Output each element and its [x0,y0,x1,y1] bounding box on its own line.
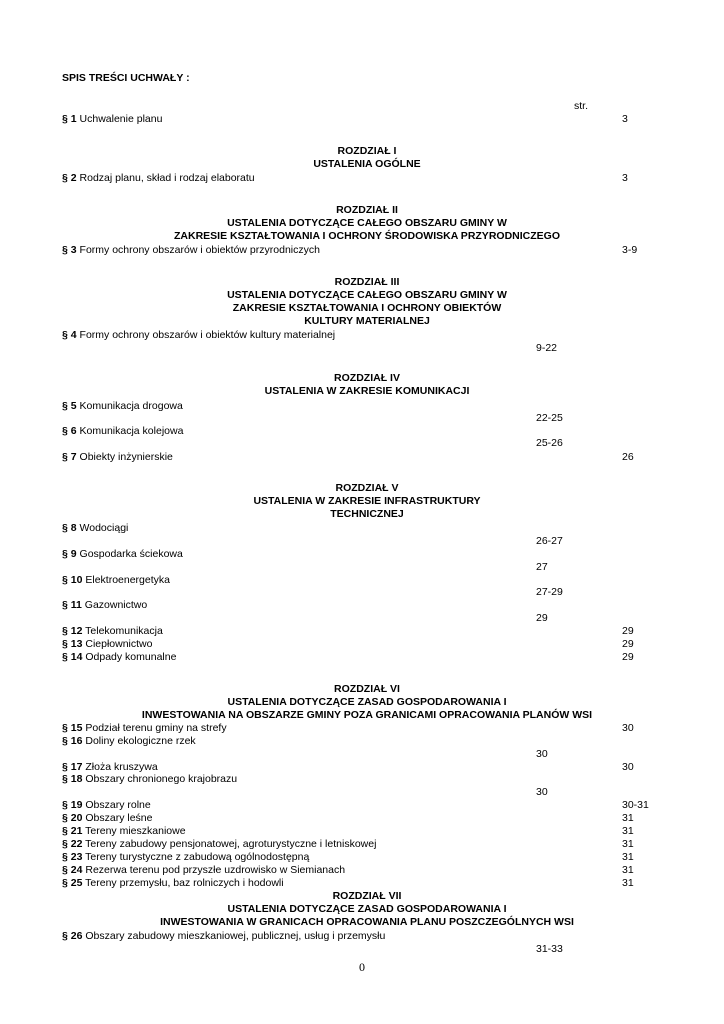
toc-entry [62,877,284,890]
chapter-heading-line: USTALENIA W ZAKRESIE KOMUNIKACJI [264,385,470,397]
chapter-heading-line: INWESTOWANIA W GRANICACH OPRACOWANIA PLANU POSZCZEGÓLNYCH WSI [160,916,574,928]
chapter-heading: ROZDZIAŁ IV [334,372,400,384]
entry-text: Formy ochrony obszarów i obiektów kultury materialnej [79,329,336,341]
entry-page: 31 [622,864,634,876]
entry-page: 29 [622,638,634,650]
entry-number: § 17 [62,761,83,773]
entry-text: Uchwalenie planu [79,113,163,125]
chapter-heading: ROZDZIAŁ I [337,145,397,157]
toc-entry [62,651,176,664]
chapter-heading-line: USTALENIA W ZAKRESIE INFRASTRUKTURY [253,495,481,507]
toc-entry [62,930,385,943]
entry-page: 3 [622,113,628,125]
entry-text: Tereny mieszkaniowe [85,825,186,837]
entry-text: Gazownictwo [84,599,148,611]
entry-text: Odpady komunalne [85,651,177,663]
entry-number: § 24 [62,864,83,876]
entry-page: 31 [622,838,634,850]
toc-entry [62,548,183,561]
entry-page: 30 [536,786,548,798]
entry-text: Komunikacja kolejowa [79,425,184,437]
chapter-heading-line: USTALENIA DOTYCZĄCE CAŁEGO OBSZARU GMINY W [227,217,507,229]
entry-number: § 3 [62,244,77,256]
entry-page: 29 [622,651,634,663]
chapter-heading: ROZDZIAŁ V [335,482,399,494]
toc-entry [62,735,196,748]
entry-page: 9-22 [536,342,558,354]
toc-entry [62,522,128,535]
entry-number: § 10 [62,574,83,586]
entry-number: § 16 [62,735,83,747]
chapter-heading-line: USTALENIA DOTYCZĄCE CAŁEGO OBSZARU GMINY W [227,289,507,301]
entry-text: Komunikacja drogowa [79,400,183,412]
toc-entry [62,851,309,864]
toc-entry [62,329,335,342]
chapter-heading-line: INWESTOWANIA NA OBSZARZE GMINY POZA GRANICAMI OPRACOWANIA PLANÓW WSI [141,709,593,721]
chapter-heading-line: KULTURY MATERIALNEJ [304,315,430,327]
entry-text: Ciepłownictwo [85,638,153,650]
entry-text: Obszary rolne [85,799,151,811]
entry-text: Wodociągi [79,522,129,534]
entry-text: Podział terenu gminy na strefy [85,722,227,734]
entry-number: § 6 [62,425,77,437]
entry-page: 29 [536,612,548,624]
toc-entry [62,825,186,838]
entry-text: Obszary zabudowy mieszkaniowej, publicznej, usług i przemysłu [85,930,386,942]
entry-text: Obszary leśne [85,812,153,824]
entry-number: § 25 [62,877,83,889]
entry-number: § 13 [62,638,83,650]
entry-number: § 2 [62,172,77,184]
entry-page: 29 [622,625,634,637]
entry-number: § 19 [62,799,83,811]
entry-page: 30 [622,722,634,734]
entry-number: § 14 [62,651,83,663]
entry-number: § 1 [62,113,77,125]
entry-text: Obiekty inżynierskie [79,451,173,463]
entry-page: 26-27 [536,535,563,547]
entry-text: Złoża kruszywa [85,761,158,773]
chapter-heading: ROZDZIAŁ VII [332,890,402,902]
entry-number: § 4 [62,329,77,341]
str-label: str. [574,100,589,112]
entry-page: 27 [536,561,548,573]
entry-text: Rodzaj planu, skład i rodzaj elaboratu [79,172,255,184]
entry-page: 30 [622,761,634,773]
entry-text: Formy ochrony obszarów i obiektów przyrodniczych [79,244,320,256]
entry-page: 3 [622,172,628,184]
entry-number: § 21 [62,825,83,837]
entry-text: Obszary chronionego krajobrazu [85,773,238,785]
toc-entry [62,812,152,825]
entry-text: Rezerwa terenu pod przyszłe uzdrowisko w Siemianach [85,864,346,876]
entry-page: 31 [622,825,634,837]
entry-text: Telekomunikacja [85,625,163,637]
chapter-heading-line: ZAKRESIE KSZTAŁTOWANIA I OCHRONY ŚRODOWISKA PRZYRODNICZEGO [174,230,560,242]
entry-number: § 18 [62,773,83,785]
entry-page: 26 [622,451,634,463]
entry-page: 31 [622,851,634,863]
toc-entry [62,638,152,651]
entry-number: § 7 [62,451,77,463]
entry-page: 31-33 [536,943,563,955]
entry-number: § 12 [62,625,83,637]
entry-page: 30 [536,748,548,760]
entry-page: 3-9 [622,244,638,256]
entry-number: § 20 [62,812,83,824]
toc-entry [62,400,183,413]
entry-page: 27-29 [536,586,563,598]
entry-text: Elektroenergetyka [85,574,170,586]
entry-page: 22-25 [536,412,563,424]
entry-number: § 5 [62,400,77,412]
entry-text: Doliny ekologiczne rzek [85,735,196,747]
chapter-heading: ROZDZIAŁ II [336,204,398,216]
entry-page: 31 [622,877,634,889]
toc-entry [62,773,237,786]
chapter-heading-line: TECHNICZNEJ [330,508,404,520]
entry-text: Tereny przemysłu, baz rolniczych i hodowli [85,877,284,889]
page-number: 0 [359,960,365,974]
entry-number: § 11 [62,599,82,611]
toc-entry [62,799,151,812]
entry-page: 30-31 [622,799,649,811]
toc-entry [62,864,345,877]
entry-page: 25-26 [536,437,563,449]
entry-number: § 26 [62,930,83,942]
toc-entry [62,172,255,185]
toc-entry [62,599,147,612]
chapter-heading-line: ZAKRESIE KSZTAŁTOWANIA I OCHRONY OBIEKTÓW [232,302,502,314]
chapter-heading-line: USTALENIA DOTYCZĄCE ZASAD GOSPODAROWANIA I [227,903,507,915]
entry-number: § 22 [62,838,83,850]
toc-entry [62,722,227,735]
chapter-heading-line: USTALENIA OGÓLNE [313,158,421,170]
entry-number: § 15 [62,722,83,734]
entry-page: 31 [622,812,634,824]
entry-number: § 8 [62,522,77,534]
toc-entry [62,838,376,851]
entry-number: § 9 [62,548,77,560]
chapter-heading-line: USTALENIA DOTYCZĄCE ZASAD GOSPODAROWANIA I [227,696,507,708]
entry-number: § 23 [62,851,83,863]
toc-entry [62,574,170,587]
entry-text: Tereny turystyczne z zabudową ogólnodostępną [85,851,310,863]
chapter-heading: ROZDZIAŁ III [334,276,400,288]
toc-title: SPIS TREŚCI UCHWAŁY : [62,72,190,84]
chapter-heading: ROZDZIAŁ VI [334,683,400,695]
toc-entry [62,113,162,126]
toc-entry [62,244,320,257]
entry-text: Tereny zabudowy pensjonatowej, agroturystyczne i letniskowej [85,838,377,850]
toc-entry [62,451,173,464]
entry-text: Gospodarka ściekowa [79,548,183,560]
toc-entry [62,425,183,438]
toc-entry [62,625,163,638]
